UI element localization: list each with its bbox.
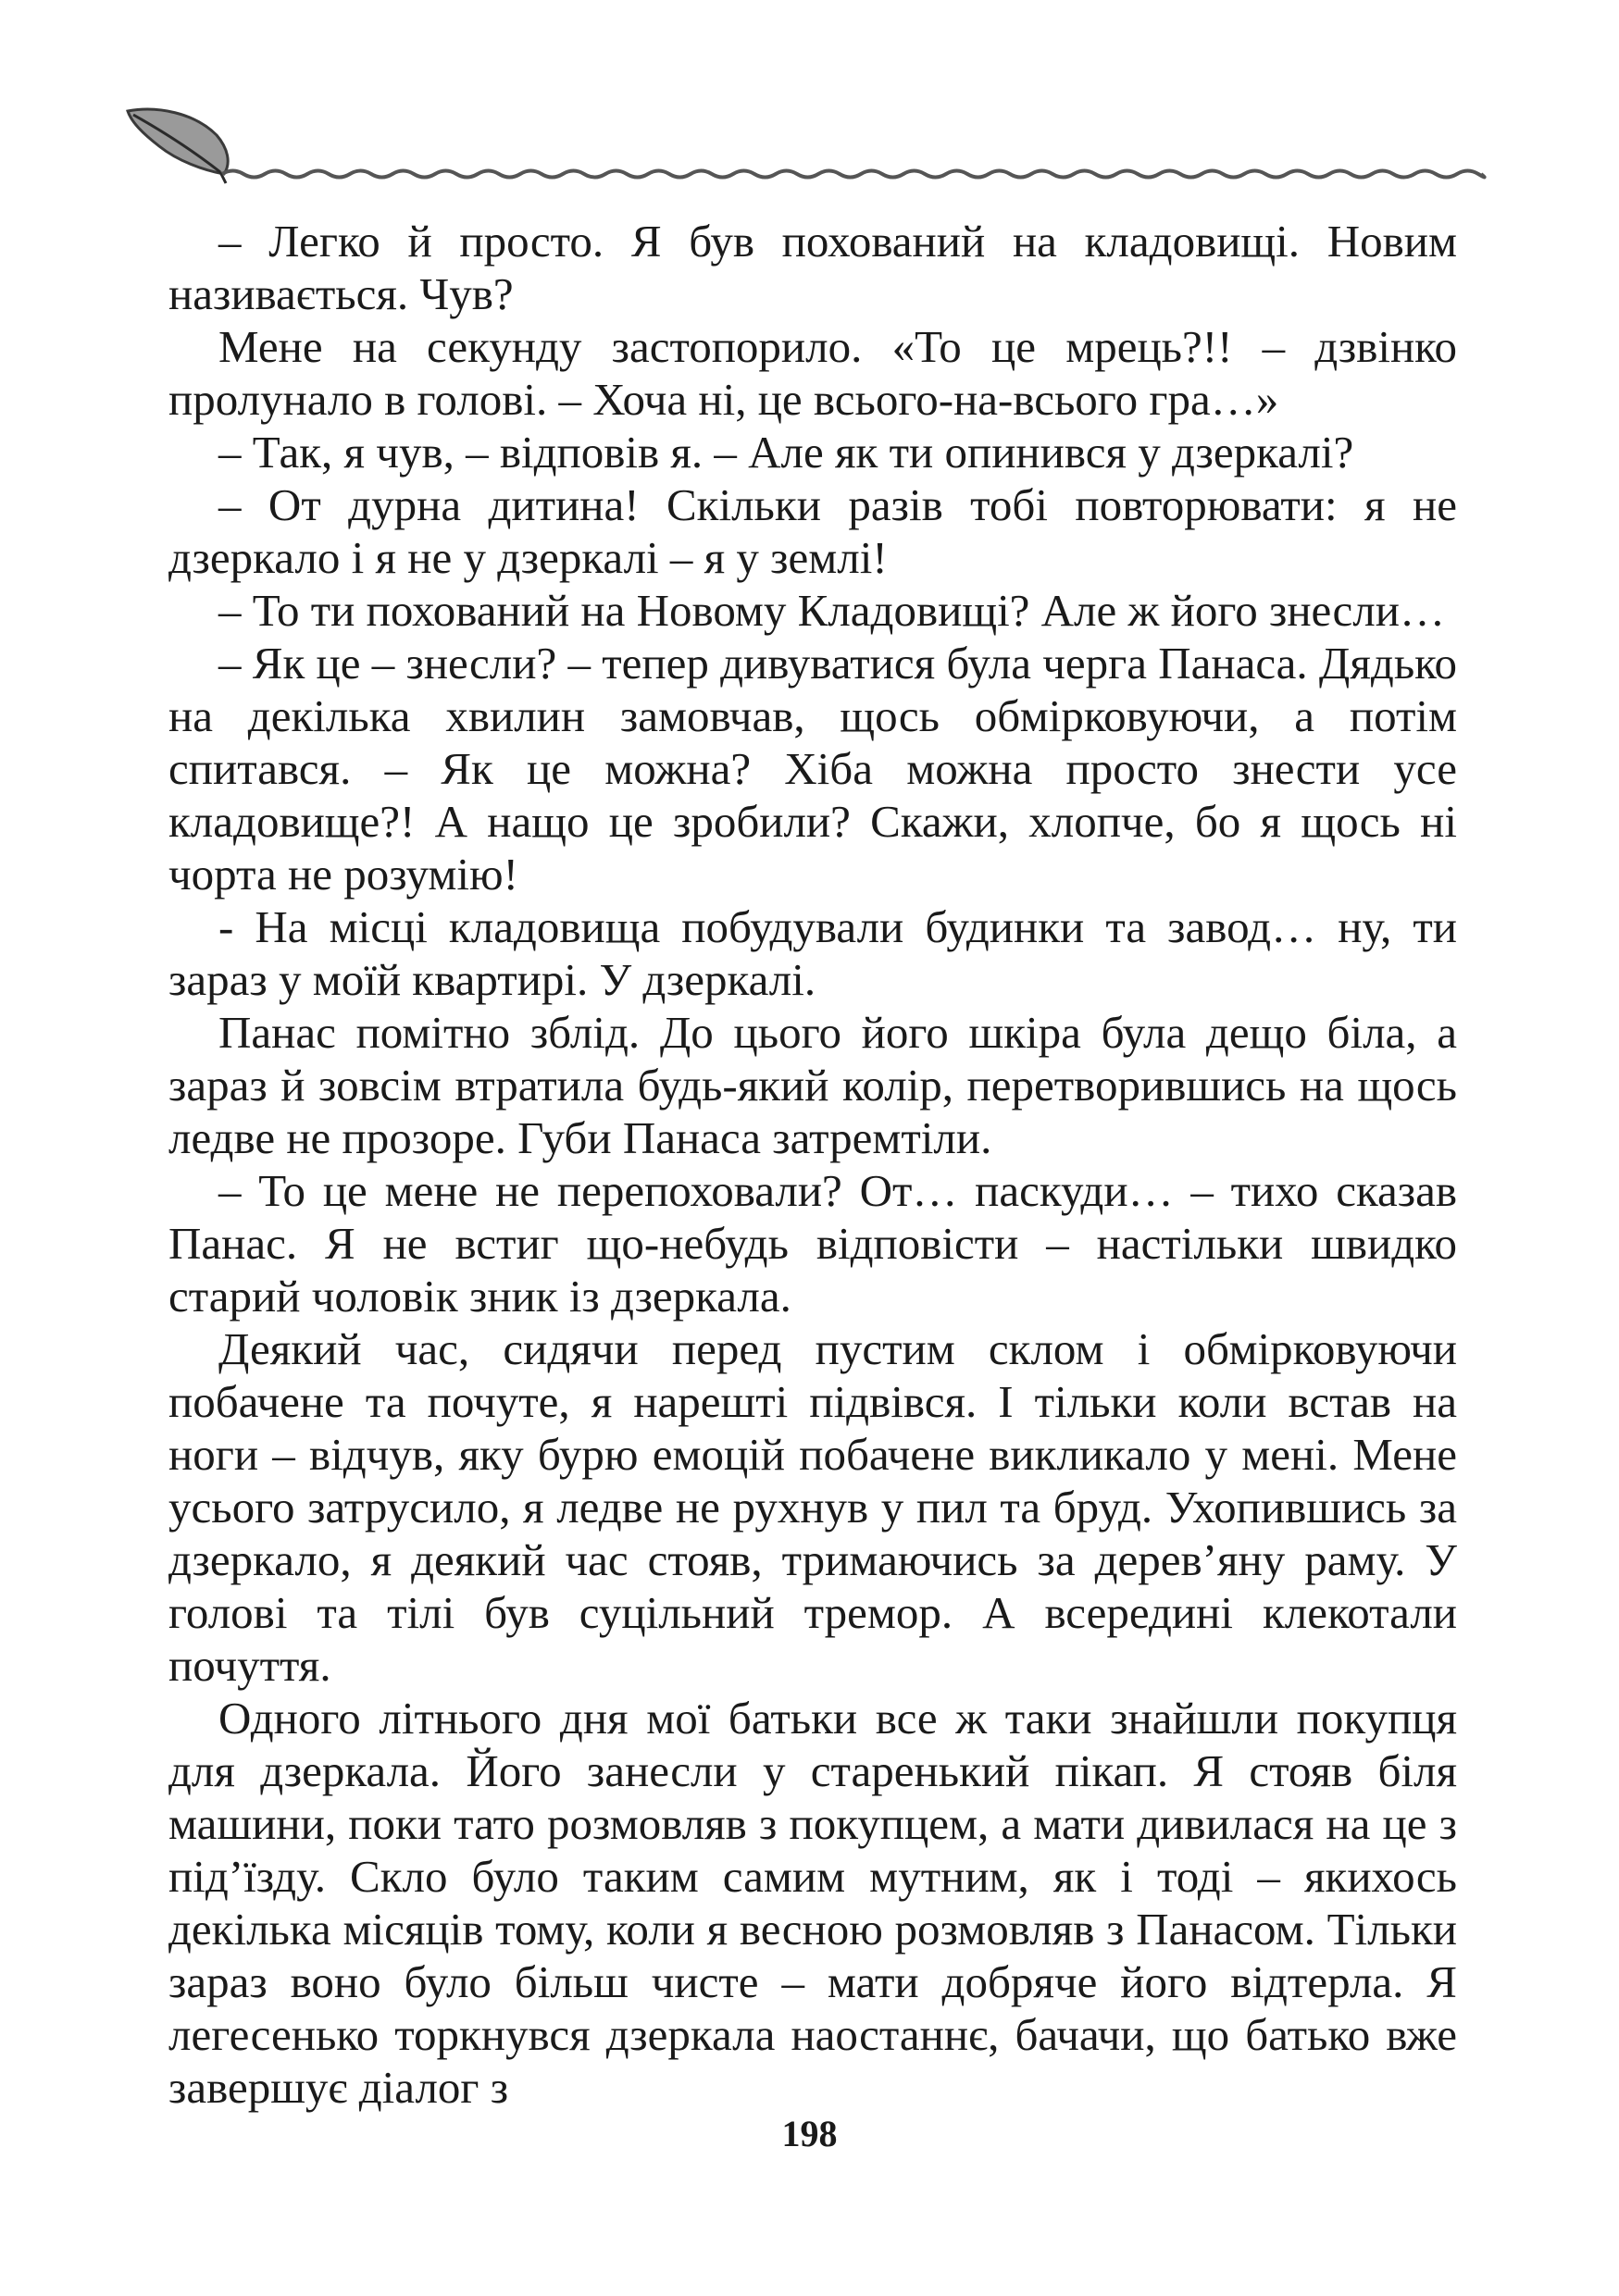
paragraph: – Легко й просто. Я був похований на кладовищі. Новим називається. Чув? <box>168 216 1457 319</box>
paragraph: Одного літнього дня мої батьки все ж таки знайшли покупця для дзеркала. Його занесли у старенький пікап. Я стояв біля машини, поки тато розмовляв з покупцем, а мати дивилася на це з під’їзду. Скло було таким самим мутним, як і тоді – якихось декілька місяців тому, коли я весною розмовляв з Панасом. Тільки зараз воно було більш чисте – мати добряче його відтерла. Я легесенько торкнувся дзеркала наостаннє, бачачи, що батько вже завершує діалог з <box>168 1693 1457 2113</box>
body-text <box>168 215 1457 2114</box>
wave-rule <box>222 171 1485 178</box>
paragraph: – Так, я чув, – відповів я. – Але як ти опинився у дзеркалі? <box>218 427 1354 478</box>
paragraph: Деякий час, сидячи перед пустим склом і обмірковуючи побачене та почуте, я нарешті підвівся. І тільки коли встав на ноги – відчув, яку бурю емоцій побачене викликало у мені. Мене усього затрусило, я ледве не рухнув у пил та бруд. Ухопившись за дзеркало, я деякий час стояв, тримаючись за дерев’яну раму. У голові та тілі був суцільний тремор. А всередині клекотали почуття. <box>168 1323 1457 1691</box>
paragraph: Панас помітно зблід. До цього його шкіра була дещо біла, а зараз й зовсім втратила будь-який колір, перетворившись на щось ледве не прозоре. Губи Панаса затремтіли. <box>168 1007 1457 1163</box>
paragraph: Мене на секунду застопорило. «То це мрець?!! – дзвінко пролунало в голові. – Хоча ні, це всього-на-всього гра…» <box>168 321 1457 425</box>
header-feather-wave-ornament <box>120 93 1490 194</box>
feather-icon <box>128 109 228 183</box>
paragraph: – От дурна дитина! Скільки разів тобі повторювати: я не дзеркало і я не у дзеркалі – я у землі! <box>168 479 1457 583</box>
page-number: 198 <box>781 2113 838 2154</box>
paragraph: – Як це – знесли? – тепер дивуватися була черга Панаса. Дядько на декілька хвилин замовчав, щось обмірковуючи, а потім спитався. – Як це можна? Хіба можна просто знести усе кладовище?! А нащо це зробили? Скажи, хлопче, бо я щось ні чорта не розумію! <box>168 638 1457 900</box>
paragraph: - На місці кладовища побудували будинки та завод… ну, ти зараз у моїй квартирі. У дзеркалі. <box>168 901 1457 1005</box>
paragraph: – То це мене не перепоховали? От… паскуди… – тихо сказав Панас. Я не встиг що-небудь відповісти – настільки швидко старий чоловік зник із дзеркала. <box>168 1165 1457 1322</box>
paragraph: – То ти похований на Новому Кладовищі? Але ж його знесли… <box>218 585 1445 636</box>
